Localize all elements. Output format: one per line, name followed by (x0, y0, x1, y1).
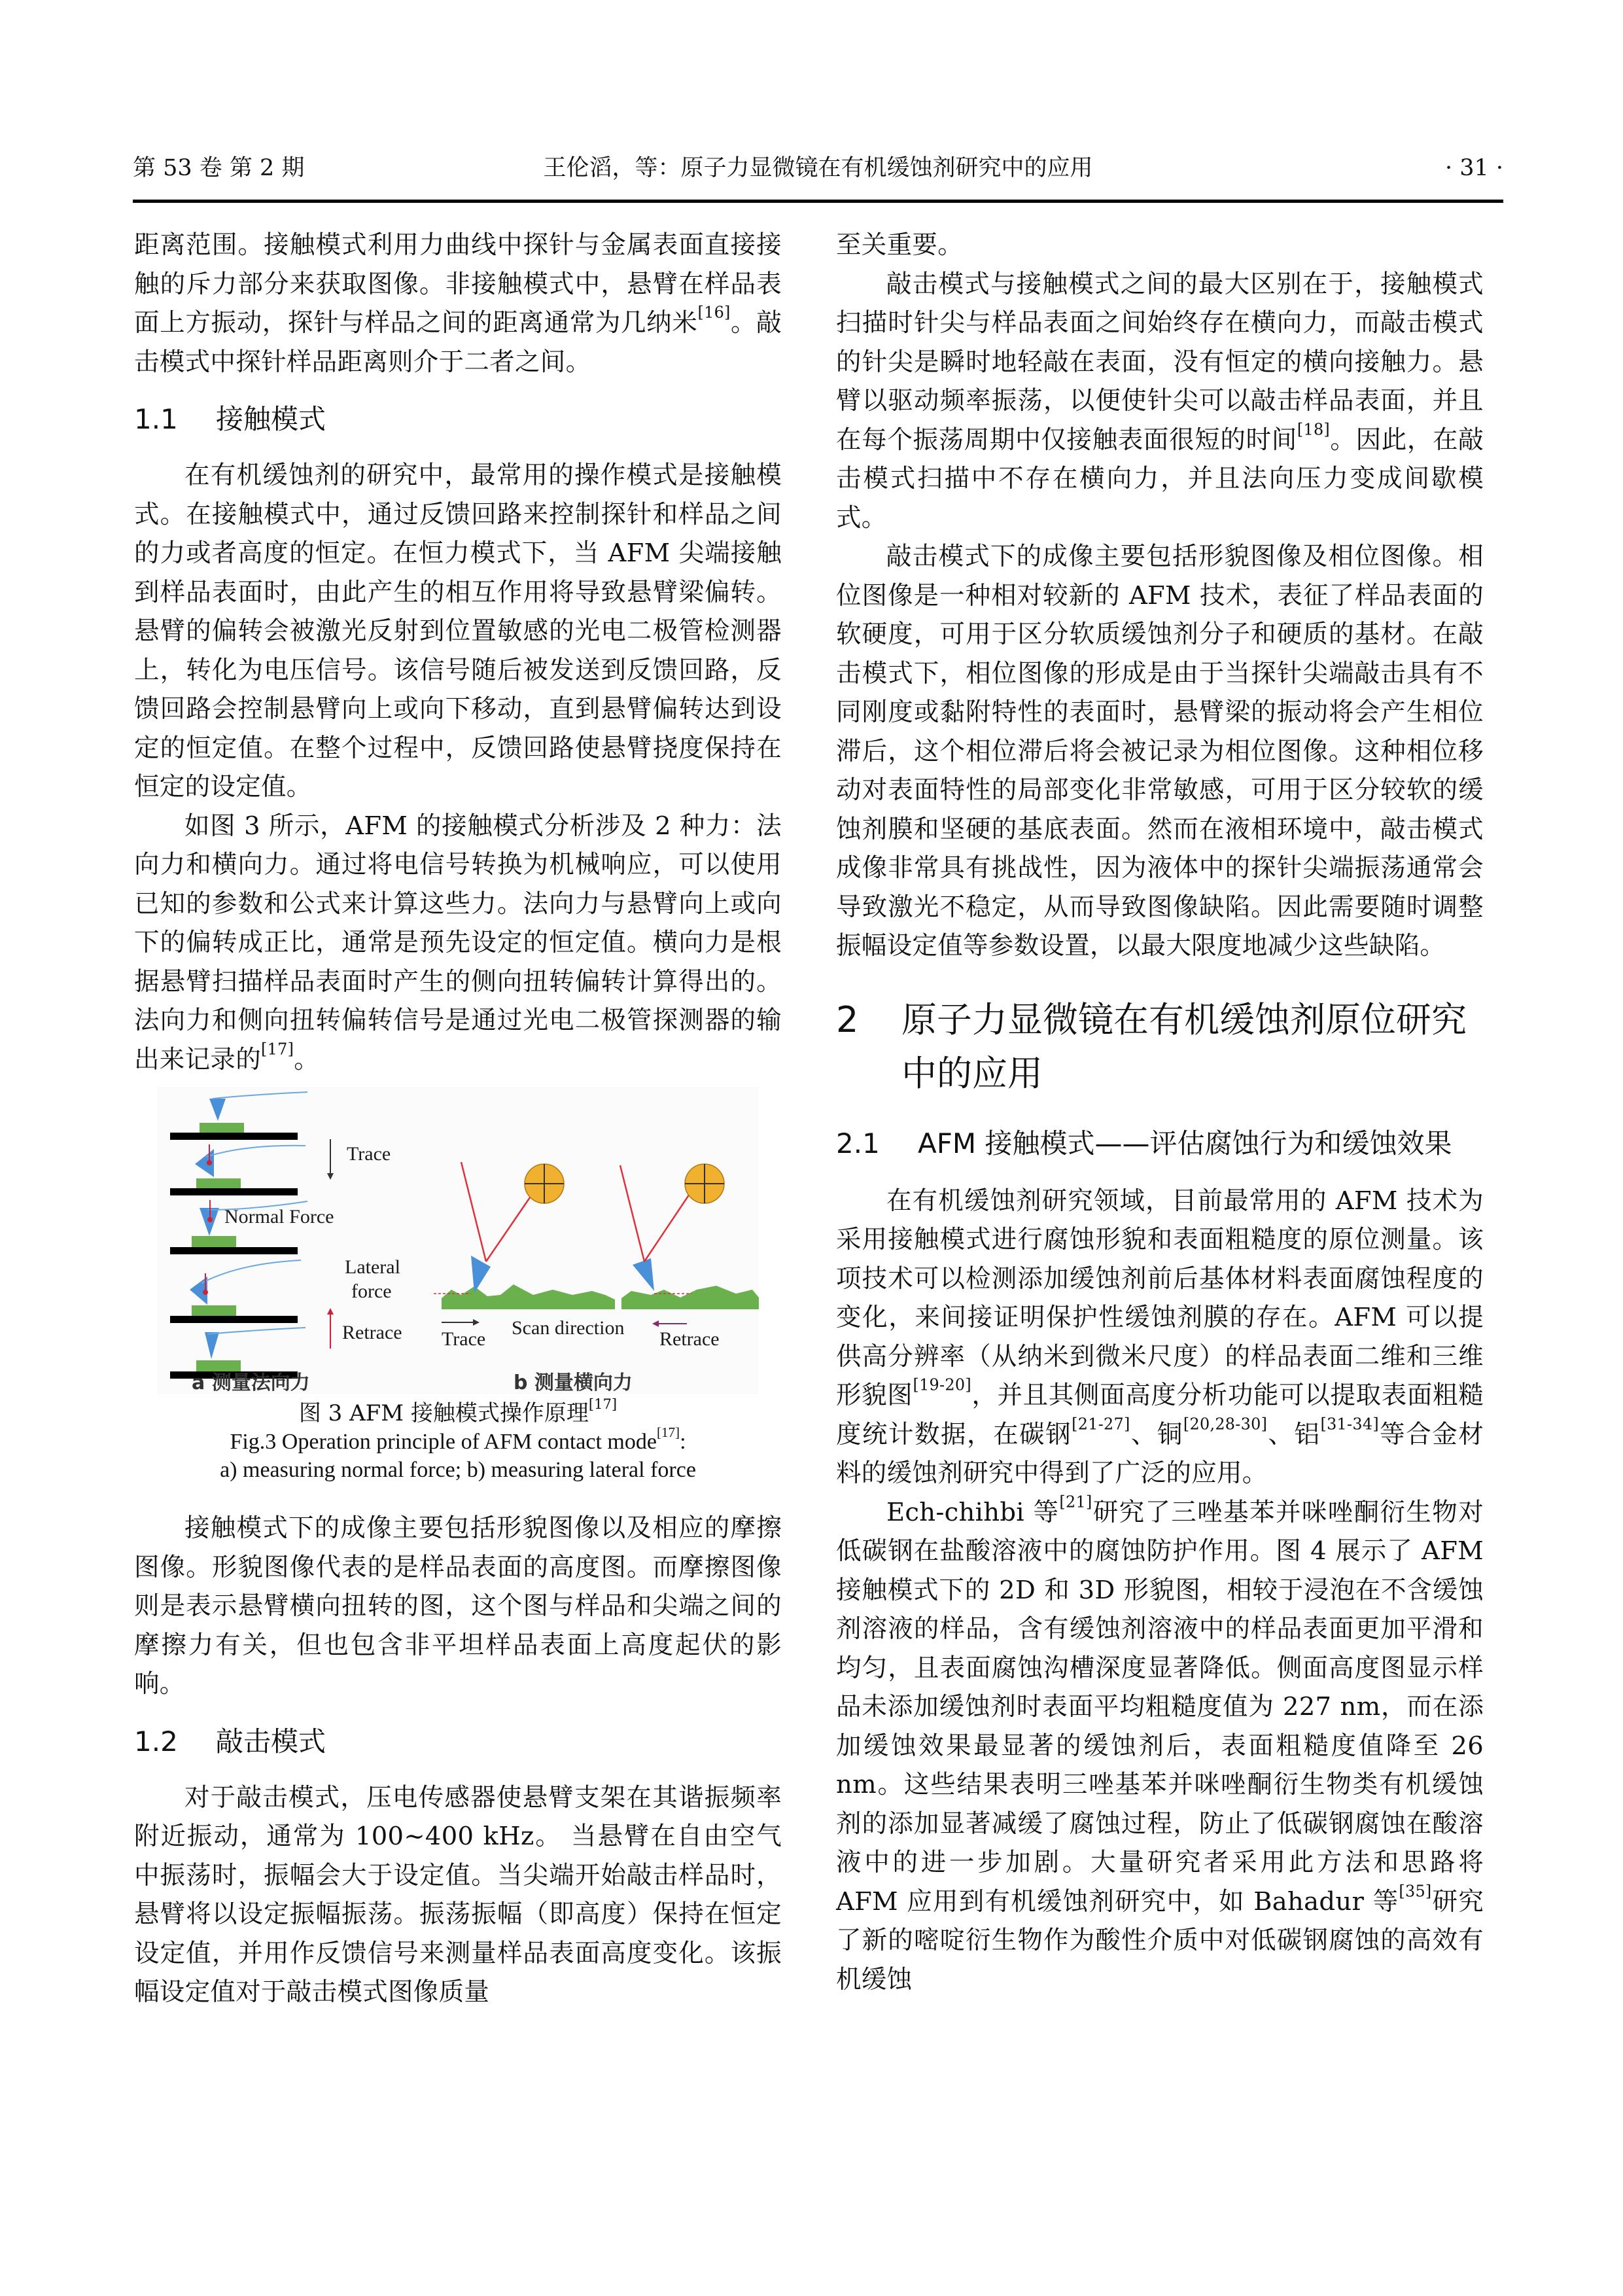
paragraph (836, 1493, 1484, 2000)
text: 图 3 AFM 接触模式操作原理 (298, 1400, 589, 1426)
paragraph: 在有机缓蚀剂的研究中，最常用的操作模式是接触模式。在接触模式中，通过反馈回路来控制探针和样品之间的力或者高度的恒定。在恒力模式下，当 AFM 尖端接触到样品表面时，由此产生的相互作用将导致悬臂梁偏转。悬臂的偏转会被激光反射到位置敏感的光电二极管检测器上，转化为电压信号。该信号随后被发送到反馈回路，反馈回路会控制悬臂向上或向下移动，直到悬臂偏转达到设定的恒定值。在整个过程中，反馈回路使悬臂挠度保持在恒定的设定值。 (134, 461, 782, 802)
left-column (134, 226, 782, 2012)
label-normal-force: Normal Force (224, 1206, 334, 1227)
section-number: 2.1 (836, 1127, 880, 1159)
paragraph (836, 265, 1484, 538)
text: 研究了新的嘧啶衍生物作为酸性介质中对低碳钢腐蚀的高效有机缓蚀 (836, 1886, 1484, 1994)
citation: [16] (697, 303, 731, 322)
citation: [18] (1297, 420, 1331, 439)
figure-3-caption (134, 1396, 782, 1484)
section-title: AFM 接触模式——评估腐蚀行为和缓蚀效果 (918, 1127, 1452, 1159)
section-number: 1.2 (134, 1725, 178, 1757)
paragraph: 至关重要。 (836, 230, 964, 260)
subfigure-label-a: a 测量法向力 (192, 1371, 310, 1394)
label-trace-b: Trace (442, 1328, 486, 1350)
citation: [20,28-30] (1183, 1415, 1268, 1434)
text: 如图 3 所示，AFM 的接触模式分析涉及 2 种力：法向力和横向力。通过将电信号转换为机械响应，可以使用已知的参数和公式来计算这些力。法向力与悬臂向上或向下的偏转成正比，通常是预先设定的恒定值。横向力是根据悬臂扫描样品表面时产生的侧向扭转偏转计算得出的。法向力和侧向扭转偏转信号是通过光电二极管探测器的输出来记录的 (134, 811, 782, 1074)
text: Ech-chihbi 等 (886, 1497, 1060, 1527)
citation: [17] (588, 1396, 618, 1413)
volume-issue: 第 53 卷 第 2 期 (133, 155, 305, 181)
paragraph (836, 1182, 1484, 1493)
section-title: 敲击模式 (216, 1725, 326, 1757)
text: Fig.3 Operation principle of AFM contact mode (230, 1430, 657, 1454)
citation: [17] (261, 1040, 294, 1059)
force-point (207, 1217, 213, 1222)
text: 。因此，在敲击模式扫描中不存在横向力，并且法向压力变成间歇模式。 (836, 425, 1484, 533)
text: 在有机缓蚀剂研究领域，目前最常用的 AFM 技术为采用接触模式进行腐蚀形貌和表面粗糙度的原位测量。该项技术可以检测添加缓蚀剂前后基体材料表面腐蚀程度的变化，来间接证明保护性缓蚀剂膜的存在。AFM 可以提供高分辨率（从纳米到微米尺度）的样品表面二维和三维形貌图 (836, 1186, 1484, 1410)
right-column (836, 226, 1484, 1999)
text: 敲击模式与接触模式之间的最大区别在于，接触模式扫描时针尖与样品表面之间始终存在横向力，而敲击模式的针尖是瞬时地轻敲在表面，没有恒定的横向接触力。悬臂以驱动频率振荡，以便使针尖可以敲击样品表面，并且在每个振荡周期中仅接触表面很短的时间 (836, 269, 1484, 455)
citation: [31-34] (1320, 1415, 1379, 1434)
text: 距离范围。接触模式利用力曲线中探针与金属表面直接接触的斥力部分来获取图像。非接触模式中，悬臂在样品表面上方振动，探针与样品之间的距离通常为几纳米 (134, 230, 782, 338)
citation: [35] (1399, 1882, 1432, 1901)
section-number: 2 (836, 998, 859, 1040)
citation: [21] (1059, 1492, 1092, 1511)
figure-3-diagram (134, 1087, 782, 1394)
text: 研究了三唑基苯并咪唑酮衍生物对低碳钢在盐酸溶液中的腐蚀防护作用。图 4 展示了 AFM 接触模式下的 2D 和 3D 形貌图，相较于浸泡在不含缓蚀剂溶液的样品，含有缓蚀剂溶液中的样品表面更加平滑和均匀，且表面腐蚀沟槽深度显著降低。侧面高度图显示样品未添加缓蚀剂时表面平均粗糙度值为 227 nm，而在添加缓蚀效果最显著的缓蚀剂后，表面粗糙度值降至 26 nm。这些结果表明三唑基苯并咪唑酮衍生物类有机缓蚀剂的添加显著减缓了腐蚀过程，防止了低碳钢腐蚀在酸溶液中的进一步加剧。大量研究者采用此方法和思路将 AFM 应用到有机缓蚀剂研究中，如 Bahadur 等 (836, 1497, 1484, 1916)
label-retrace: Retrace (342, 1322, 402, 1343)
sample (196, 1178, 241, 1188)
section-title: 接触模式 (216, 403, 326, 435)
sample (192, 1305, 236, 1316)
text: 。敲击模式中探针样品距离则介于二者之间。 (134, 308, 782, 377)
photodetector-icon (685, 1164, 724, 1203)
text: 。 (294, 1044, 320, 1074)
paragraph (134, 226, 782, 381)
running-title: 王伦滔，等：原子力显微镜在有机缓蚀剂研究中的应用 (543, 155, 1093, 181)
citation: [19-20] (913, 1375, 971, 1394)
text: 、铝 (1267, 1419, 1321, 1449)
section-title: 原子力显微镜在有机缓蚀剂原位研究中的应用 (901, 998, 1467, 1094)
label-lateral: Lateral (345, 1256, 400, 1278)
citation: [21-27] (1072, 1415, 1130, 1434)
substrate (170, 1247, 298, 1254)
section-heading-1-1 (134, 400, 782, 439)
label-trace: Trace (347, 1143, 391, 1165)
sample (192, 1236, 236, 1247)
section-heading-2 (836, 993, 1484, 1101)
substrate (170, 1316, 298, 1323)
force-point (207, 1160, 212, 1165)
photodetector-icon (525, 1164, 564, 1203)
section-heading-1-2 (134, 1722, 782, 1761)
caption-chinese (134, 1396, 782, 1428)
caption-english-line-2: a) measuring normal force; b) measuring lateral force (220, 1458, 696, 1482)
sample (196, 1360, 241, 1371)
label-retrace-b: Retrace (659, 1328, 720, 1350)
section-heading-2-1 (836, 1120, 1484, 1167)
text: ，并且其侧面高度分析功能可以提取表面粗糙度统计数据，在碳钢 (836, 1381, 1484, 1449)
label-force: force (351, 1280, 392, 1302)
force-point (203, 1290, 208, 1295)
figure-3 (134, 1087, 782, 1394)
paragraph: 敲击模式下的成像主要包括形貌图像及相位图像。相位图像是一种相对较新的 AFM 技术，表征了样品表面的软硬度，可用于区分软质缓蚀剂分子和硬质的基材。在敲击模式下，相位图像的形成是由于当探针尖端敲击具有不同刚度或黏附特性的表面时，悬臂梁的振动将会产生相位滞后，这个相位滞后将会被记录为相位图像。这种相位移动对表面特性的局部变化非常敏感，可用于区分较软的缓蚀剂膜和坚硬的基底表面。然而在液相环境中，敲击模式成像非常具有挑战性，因为液体中的探针尖端振荡通常会导致激光不稳定，从而导致图像缺陷。因此需要随时调整振幅设定值等参数设置，以最大限度地减少这些缺陷。 (836, 542, 1484, 961)
substrate (170, 1188, 298, 1195)
page-number: · 31 · (1444, 155, 1503, 181)
caption-english-line-1 (134, 1424, 782, 1456)
substrate (170, 1133, 298, 1140)
running-header (133, 152, 1503, 185)
paragraph: 对于敲击模式，压电传感器使悬臂支架在其谐振频率附近振动，通常为 100~400 kHz。 当悬臂在自由空气中振荡时，振幅会大于设定值。当尖端开始敲击样品时，悬臂将以设定振幅振荡。振荡振幅（即高度）保持在恒定设定值，并用作反馈信号来测量样品表面高度变化。该振幅设定值对于敲击模式图像质量 (134, 1782, 782, 2007)
citation: [17] (656, 1424, 680, 1441)
sample (200, 1123, 244, 1133)
text: 、铜 (1130, 1419, 1183, 1449)
header-rule (133, 200, 1503, 203)
text: : (680, 1430, 686, 1454)
label-scan-direction: Scan direction (512, 1317, 625, 1339)
paragraph: 接触模式下的成像主要包括形貌图像以及相应的摩擦图像。形貌图像代表的是样品表面的高度图。而摩擦图像则是表示悬臂横向扭转的图，这个图与样品和尖端之间的摩擦力有关，但也包含非平坦样品表面上高度起伏的影响。 (134, 1513, 782, 1699)
section-number: 1.1 (134, 403, 178, 435)
subfigure-label-b: b 测量横向力 (514, 1371, 633, 1394)
paragraph (134, 807, 782, 1080)
text: 等合金材料的缓蚀剂研究中得到了广泛的应用。 (836, 1419, 1484, 1488)
